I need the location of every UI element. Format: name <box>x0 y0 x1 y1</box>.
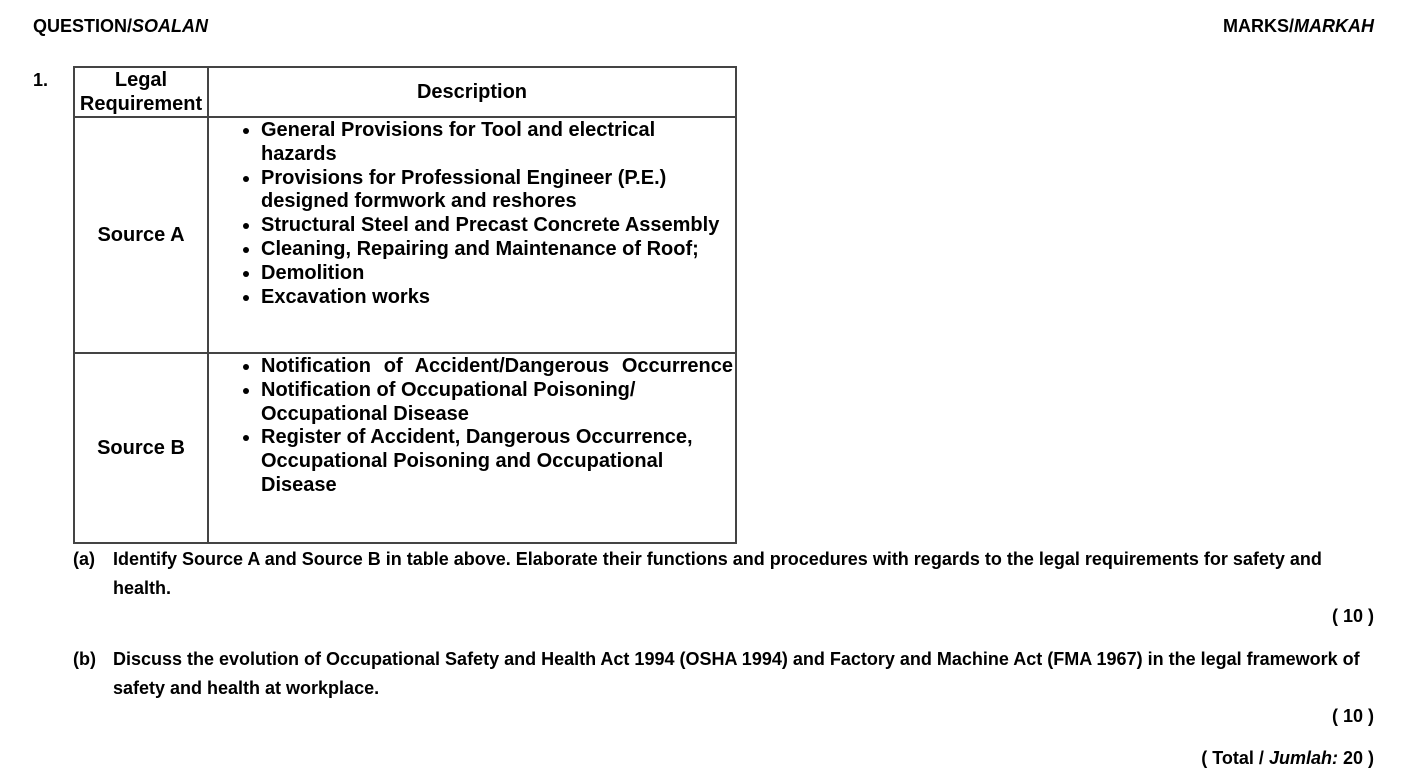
list-item: • Cleaning, Repairing and Maintenance of Roof; <box>261 238 735 262</box>
source-a-description <box>208 117 736 353</box>
list-item: • Excavation works <box>261 286 735 310</box>
question-label: QUESTION/ <box>33 16 133 36</box>
marks-label: MARKS/ <box>1223 16 1294 36</box>
col-description-header: Description <box>208 67 736 117</box>
source-a-cell: Source A <box>74 117 208 353</box>
part-a-label: (a) <box>73 549 95 569</box>
source-b-description <box>208 353 736 543</box>
marks-label-malay: MARKAH <box>1294 16 1374 36</box>
question-label-malay: SOALAN <box>132 16 209 36</box>
list-item: • Structural Steel and Precast Concrete Assembly <box>261 214 735 238</box>
total-value: 20 ) <box>1342 748 1374 768</box>
total-marks <box>1201 748 1374 769</box>
total-label: ( Total / <box>1201 748 1264 768</box>
total-label-malay: Jumlah: <box>1268 748 1338 768</box>
col-legal-requirement-header <box>74 67 208 117</box>
list-item: • Register of Accident, Dangerous Occurrence, Occupational Poisoning and Occupational Disease <box>261 426 735 497</box>
part-b-text: Discuss the evolution of Occupational Safety and Health Act 1994 (OSHA 1994) and Factory and Machine Act (FMA 1967) in the legal framework of safety and health at workplace. <box>113 649 1360 698</box>
marks-header <box>1223 16 1374 37</box>
part-a-text: Identify Source A and Source B in table above. Elaborate their functions and procedures with regards to the legal requirements for safety and health. <box>113 549 1322 598</box>
list-item: • Notification of Occupational Poisoning/ Occupational Disease <box>261 379 735 427</box>
list-item: • General Provisions for Tool and electrical hazards <box>261 119 735 167</box>
part-b-label: (b) <box>73 649 96 669</box>
legal-requirement-table <box>73 66 737 544</box>
question-number: 1. <box>33 70 49 90</box>
part-a-marks: ( 10 ) <box>1331 606 1374 626</box>
source-b-cell: Source B <box>74 353 208 543</box>
source-a-list <box>209 118 735 309</box>
header-line-2: Requirement <box>79 93 203 115</box>
header-line-1: Legal <box>114 69 168 91</box>
question-header <box>33 16 208 37</box>
table-header-row <box>74 67 736 117</box>
list-item: • Provisions for Professional Engineer (P.E.) designed formwork and reshores <box>261 167 735 215</box>
part-b-marks: ( 10 ) <box>1331 706 1374 726</box>
table-row <box>74 117 736 353</box>
table-row <box>74 353 736 543</box>
list-item: • Notification of Accident/Dangerous Occurrence <box>261 355 735 379</box>
source-b-list <box>209 354 735 498</box>
list-item: • Demolition <box>261 262 735 286</box>
